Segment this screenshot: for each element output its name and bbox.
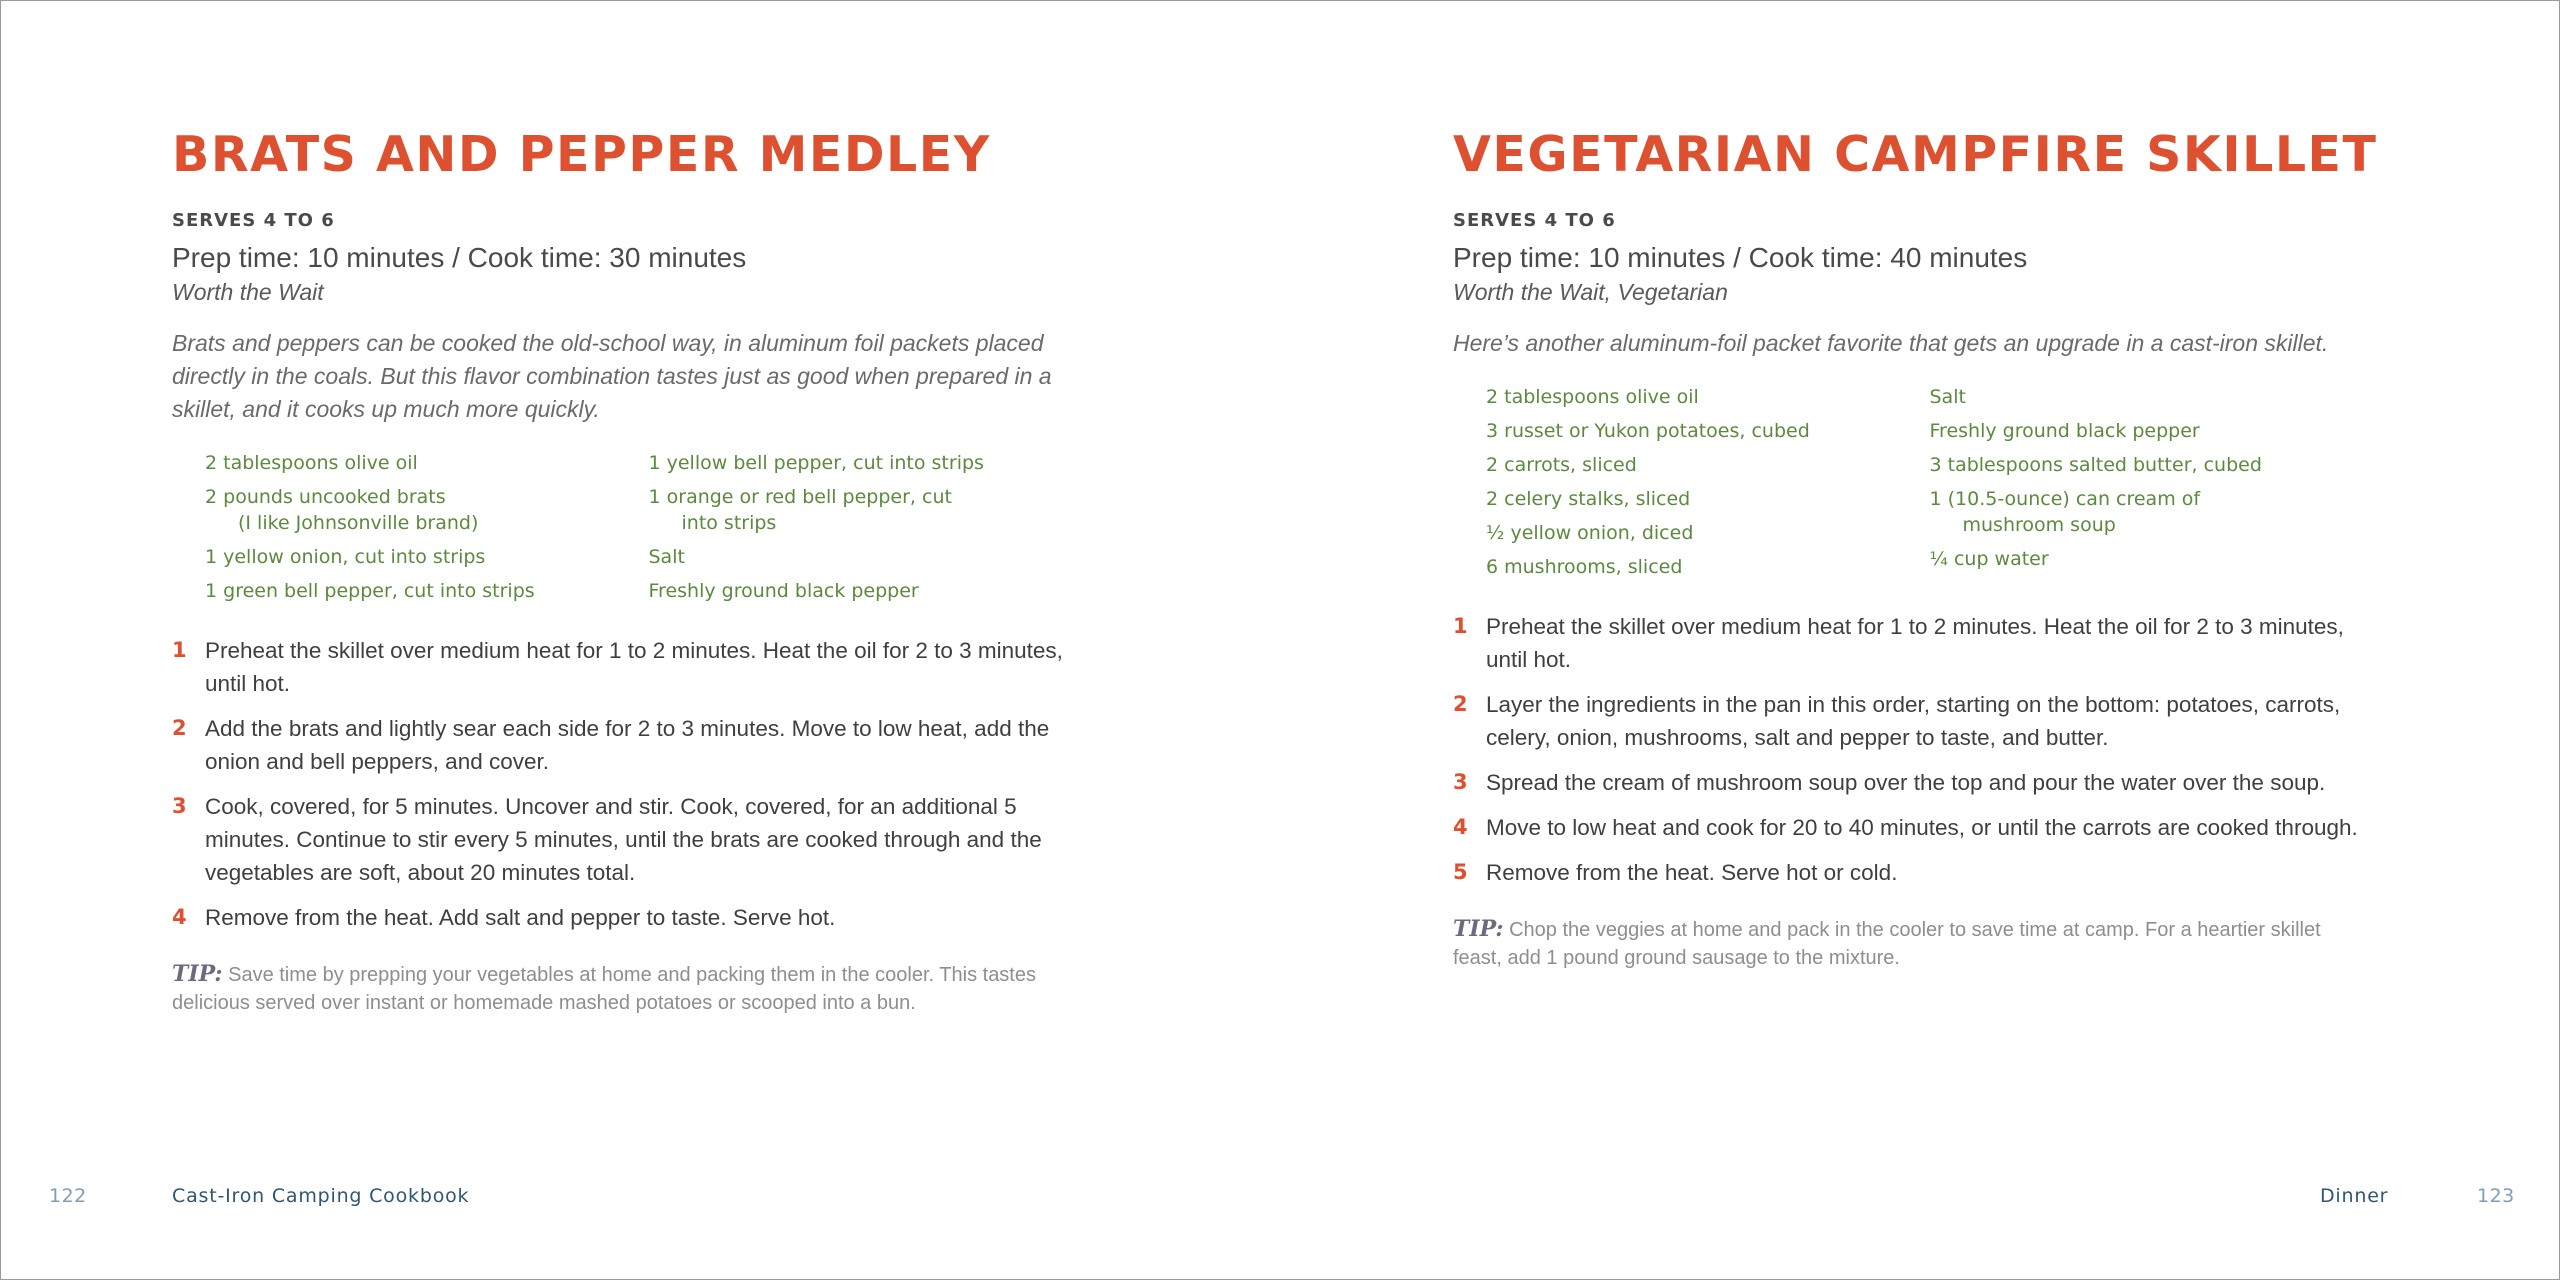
step-number: 3 (172, 794, 187, 818)
step-text: Layer the ingredients in the pan in this order, starting on the bottom: potatoes, carrots, celery, onion, mushrooms, salt and pepper to taste, and butter. (1486, 692, 2341, 750)
recipe-brats (172, 123, 1092, 1017)
step-number: 2 (1453, 692, 1468, 716)
step-number: 3 (1453, 770, 1468, 794)
instruction-step (1453, 688, 2373, 754)
prep-cook-times: Prep time: 10 minutes / Cook time: 30 minutes (172, 242, 747, 273)
tip-label: TIP: (172, 961, 223, 987)
recipe-intro: Brats and peppers can be cooked the old-school way, in aluminum foil packets placed directly in the coals. But this flavor combination tastes just as good when prepared in a skillet, and it cooks up much more quickly. (172, 330, 1052, 422)
ingredient-item: 6 mushrooms, sliced (1486, 556, 1683, 578)
instruction-step (172, 634, 1092, 700)
recipe-vegetarian-skillet (1453, 123, 2378, 972)
ingredient-item: 2 tablespoons olive oil (205, 452, 418, 474)
ingredient-item: 1 (10.5-ounce) can cream of mushroom soup (1929, 488, 2201, 536)
right-page (1280, 1, 2559, 1279)
step-number: 2 (172, 716, 187, 740)
ingredient-item: Salt (648, 546, 685, 568)
recipe-tags: Worth the Wait, Vegetarian (1453, 279, 1728, 305)
step-number: 4 (172, 905, 187, 929)
ingredient-item: Freshly ground black pepper (1929, 420, 2200, 442)
tip-box (172, 960, 1092, 1017)
running-head: Cast-Iron Camping Cookbook (172, 1185, 470, 1207)
tip-label: TIP: (1453, 916, 1504, 942)
page-number: 122 (49, 1185, 87, 1207)
ingredient-item: ½ yellow onion, diced (1486, 522, 1694, 544)
recipe-title: BRATS AND PEPPER MEDLEY (172, 126, 991, 183)
instruction-step (172, 901, 1092, 934)
ingredient-item: 1 yellow bell pepper, cut into strips (648, 452, 984, 474)
step-number: 5 (1453, 860, 1468, 884)
ingredient-item: 1 yellow onion, cut into strips (205, 546, 486, 568)
step-text: Preheat the skillet over medium heat for 1 to 2 minutes. Heat the oil for 2 to 3 minutes, until hot. (205, 638, 1063, 696)
instruction-step (172, 790, 1092, 889)
step-text: Remove from the heat. Serve hot or cold. (1486, 860, 1898, 885)
ingredient-item: 1 orange or red bell pepper, cut into strips (648, 486, 952, 534)
instruction-step (1453, 766, 2373, 799)
ingredient-item: 2 celery stalks, sliced (1486, 488, 1691, 510)
instruction-step (1453, 811, 2373, 844)
step-number: 1 (172, 638, 187, 662)
running-head: Dinner (2320, 1185, 2389, 1207)
left-page (1, 1, 1280, 1279)
step-text: Remove from the heat. Add salt and pepper to taste. Serve hot. (205, 905, 836, 930)
ingredients-column-2 (649, 450, 1093, 612)
step-text: Move to low heat and cook for 20 to 40 minutes, or until the carrots are cooked through. (1486, 815, 2358, 840)
ingredient-item: 1 green bell pepper, cut into strips (205, 580, 535, 602)
ingredients-column-1 (1486, 384, 1930, 588)
tip-box (1453, 915, 2373, 972)
ingredient-item: Freshly ground black pepper (648, 580, 919, 602)
instructions-list (172, 634, 1092, 934)
ingredient-item: Salt (1929, 386, 1966, 408)
recipe-title: VEGETARIAN CAMPFIRE SKILLET (1453, 126, 2378, 183)
instruction-step (172, 712, 1092, 778)
ingredient-item: ¼ cup water (1929, 548, 2049, 570)
ingredients-list (1453, 384, 2373, 588)
ingredients-column-2 (1930, 384, 2374, 588)
serves-label: SERVES 4 TO 6 (1453, 210, 1616, 231)
step-text: Spread the cream of mushroom soup over the top and pour the water over the soup. (1486, 770, 2326, 795)
ingredients-list (172, 450, 1092, 612)
tip-text: Chop the veggies at home and pack in the cooler to save time at camp. For a heartier skillet feast, add 1 pound ground sausage to the mixture. (1453, 919, 2321, 969)
serves-label: SERVES 4 TO 6 (172, 210, 335, 231)
recipe-tags: Worth the Wait (172, 279, 324, 305)
instruction-step (1453, 610, 2373, 676)
recipe-intro: Here’s another aluminum-foil packet favorite that gets an upgrade in a cast-iron skillet. (1453, 330, 2329, 356)
step-text: Preheat the skillet over medium heat for 1 to 2 minutes. Heat the oil for 2 to 3 minutes, until hot. (1486, 614, 2344, 672)
instruction-step (1453, 856, 2373, 889)
step-number: 1 (1453, 614, 1468, 638)
instructions-list (1453, 610, 2373, 889)
page-number: 123 (2477, 1185, 2515, 1207)
ingredients-column-1 (205, 450, 649, 612)
ingredient-item: 2 carrots, sliced (1486, 454, 1637, 476)
ingredient-item: 2 tablespoons olive oil (1486, 386, 1699, 408)
tip-text: Save time by prepping your vegetables at home and packing them in the cooler. This tastes delicious served over instant or homemade mashed potatoes or scooped into a bun. (172, 964, 1036, 1014)
step-number: 4 (1453, 815, 1468, 839)
step-text: Cook, covered, for 5 minutes. Uncover and stir. Cook, covered, for an additional 5 minutes. Continue to stir every 5 minutes, until the brats are cooked through and the vegetables are soft, about 20 minutes total. (205, 794, 1042, 885)
ingredient-item: 3 russet or Yukon potatoes, cubed (1486, 420, 1810, 442)
ingredient-item: 3 tablespoons salted butter, cubed (1929, 454, 2262, 476)
ingredient-item: 2 pounds uncooked brats (I like Johnsonville brand) (205, 486, 479, 534)
prep-cook-times: Prep time: 10 minutes / Cook time: 40 minutes (1453, 242, 2028, 273)
step-text: Add the brats and lightly sear each side for 2 to 3 minutes. Move to low heat, add the onion and bell peppers, and cover. (205, 716, 1050, 774)
